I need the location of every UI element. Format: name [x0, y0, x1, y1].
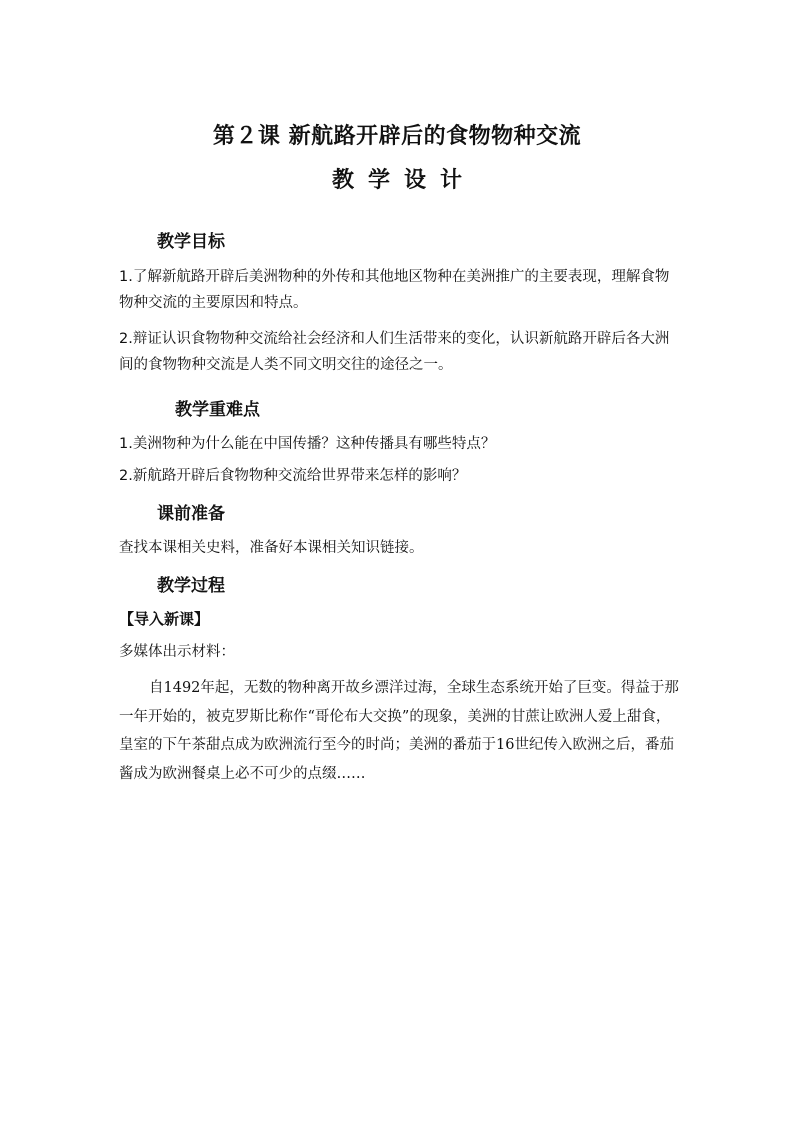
- quoted-material: 自1492年起，无数的物种离开故乡漂洋过海，全球生态系统开始了巨变。得益于那一年开始的，被克罗斯比称作“哥伦布大交换”的现象，美洲的甘蔗让欧洲人爱上甜食，皇室的下午茶甜点成为欧洲流行至今的时尚；美洲的番茄于16世纪传入欧洲之后，番茄酱成为欧洲餐桌上必不可少的点缀……: [119, 680, 679, 782]
- media-label: 多媒体出示材料：: [119, 644, 235, 660]
- section-heading-key-points: 教学重难点: [175, 400, 260, 420]
- key-point-item-1: 1.美洲物种为什么能在中国传播？这种传播具有哪些特点？: [119, 436, 496, 452]
- document-title: 第２课 新航路开辟后的食物物种交流: [212, 124, 582, 149]
- section-heading-process: 教学过程: [157, 576, 225, 596]
- document-subtitle: 教学设计: [331, 168, 476, 193]
- objective-item-2: 2.辩证认识食物物种交流给社会经济和人们生活带来的变化，认识新航路开辟后各大洲间的食物物种交流是人类不同文明交往的途径之一。: [119, 331, 670, 373]
- section-heading-preparation: 课前准备: [157, 504, 225, 524]
- intro-label: 【导入新课】: [119, 610, 210, 628]
- objective-item-1: 1.了解新航路开辟后美洲物种的外传和其他地区物种在美洲推广的主要表现，理解食物物种交流的主要原因和特点。: [119, 269, 670, 311]
- section-heading-objectives: 教学目标: [157, 232, 225, 252]
- preparation-text: 查找本课相关史料，准备好本课相关知识链接。: [119, 540, 424, 556]
- key-point-item-2: 2.新航路开辟后食物物种交流给世界带来怎样的影响？: [119, 468, 467, 484]
